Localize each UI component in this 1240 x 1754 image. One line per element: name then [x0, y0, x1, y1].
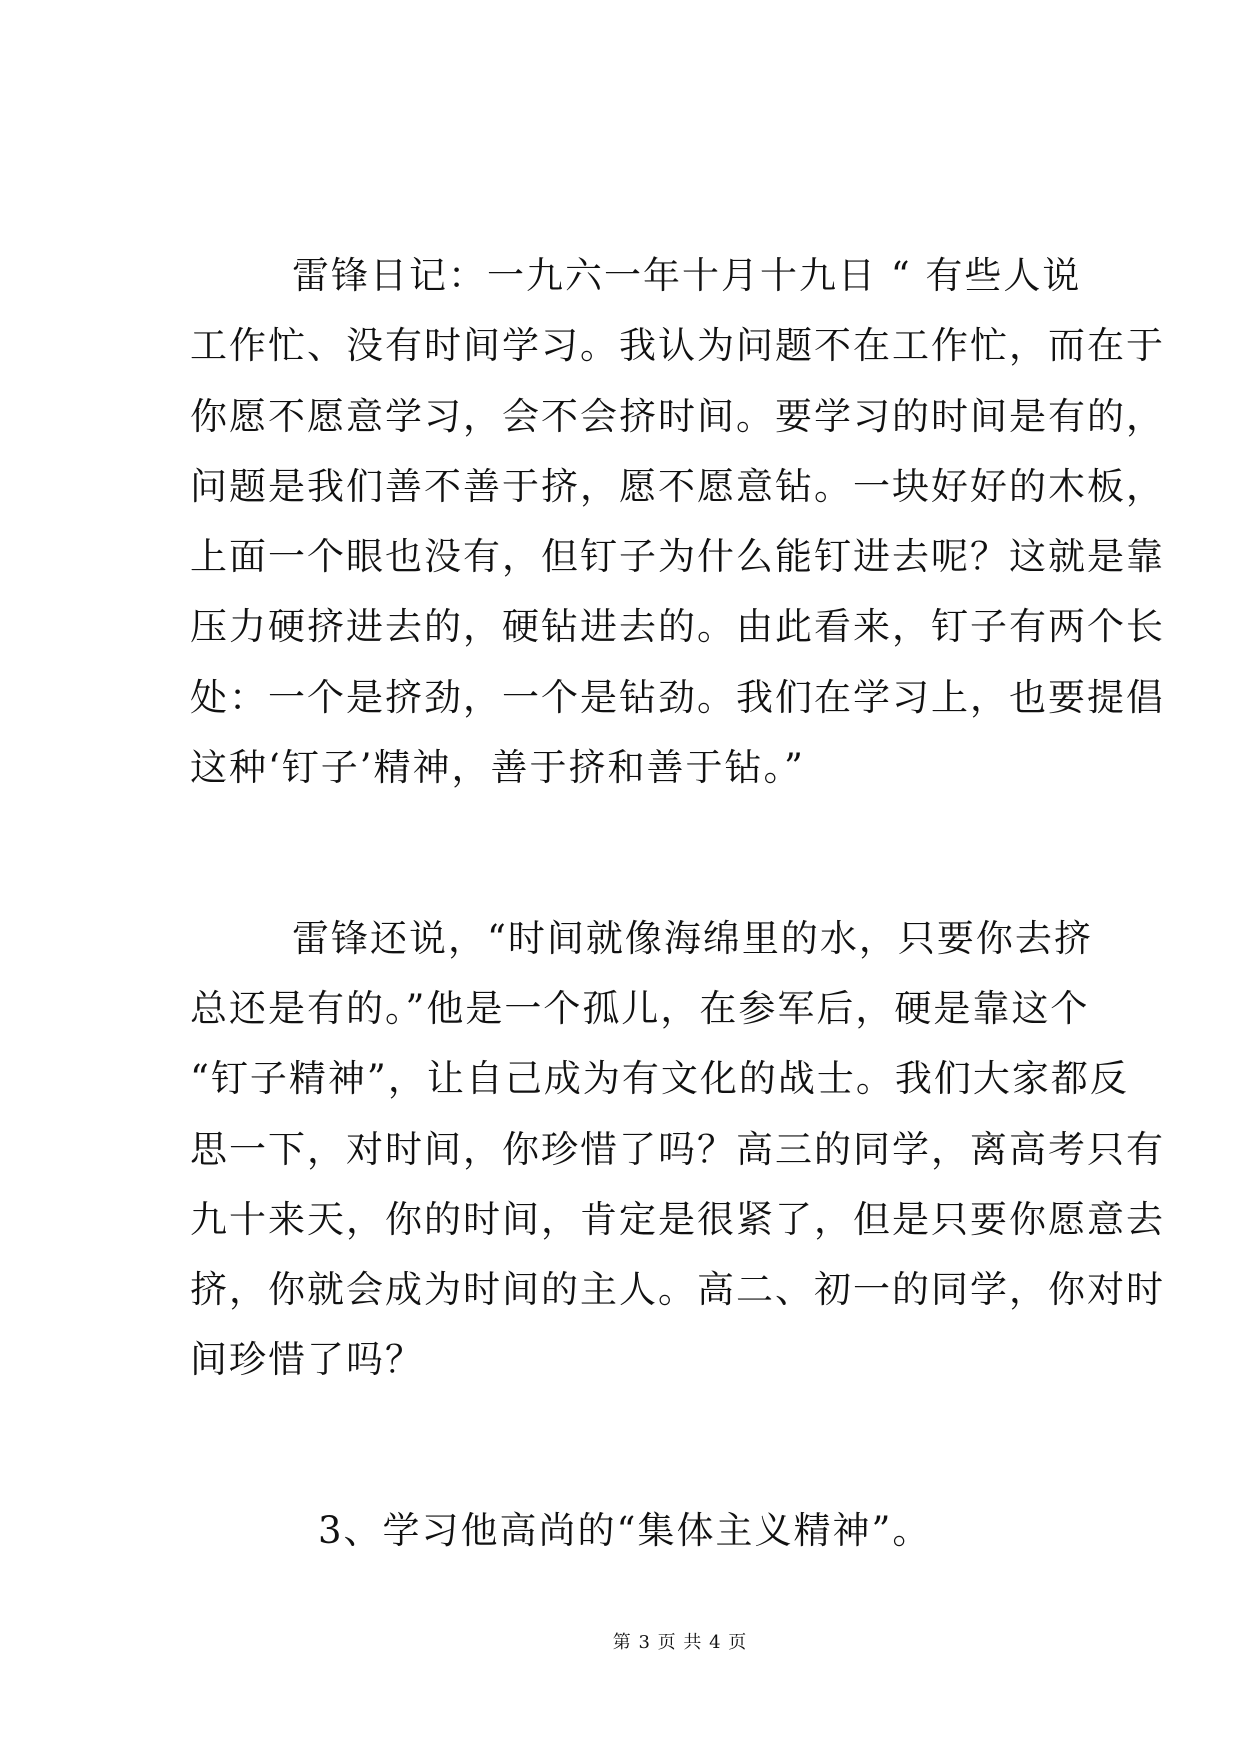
paragraph-2-line-4: 思一下，对时间，你珍惜了吗？高三的同学，离高考只有 [190, 1128, 1165, 1171]
paragraph-2-line-2: 总还是有的。”他是一个孤儿，在参军后，硬是靠这个 [190, 987, 1090, 1030]
paragraph-1-line-4: 问题是我们善不善于挤，愿不愿意钻。一块好好的木板， [190, 465, 1165, 508]
paragraph-1-line-7: 处：一个是挤劲，一个是钻劲。我们在学习上，也要提倡 [190, 676, 1165, 719]
paragraph-1-line-8: 这种‘钉子’精神，善于挤和善于钻。” [190, 746, 805, 789]
paragraph-1-line-5: 上面一个眼也没有，但钉子为什么能钉进去呢？这就是靠 [190, 535, 1165, 578]
paragraph-2-line-6: 挤，你就会成为时间的主人。高二、初一的同学，你对时 [190, 1268, 1165, 1311]
page-number-footer: 第 3 页 共 4 页 [612, 1632, 748, 1653]
paragraph-2-line-1: 雷锋还说，“时间就像海绵里的水，只要你去挤 [292, 917, 1093, 960]
section-heading-3: 3、学习他高尚的“集体主义精神”。 [318, 1509, 932, 1552]
paragraph-2-line-7: 间珍惜了吗？ [190, 1338, 424, 1381]
paragraph-2-line-3: “钉子精神”，让自己成为有文化的战士。我们大家都反 [190, 1057, 1129, 1100]
paragraph-1-line-2: 工作忙、没有时间学习。我认为问题不在工作忙，而在于 [190, 324, 1165, 367]
paragraph-1-line-6: 压力硬挤进去的，硬钻进去的。由此看来，钉子有两个长 [190, 605, 1165, 648]
paragraph-1-line-1: 雷锋日记：一九六一年十月十九日 “ 有些人说 [292, 254, 1082, 297]
paragraph-2-line-5: 九十来天，你的时间，肯定是很紧了，但是只要你愿意去 [190, 1198, 1165, 1241]
paragraph-1-line-3: 你愿不愿意学习，会不会挤时间。要学习的时间是有的， [190, 395, 1165, 438]
